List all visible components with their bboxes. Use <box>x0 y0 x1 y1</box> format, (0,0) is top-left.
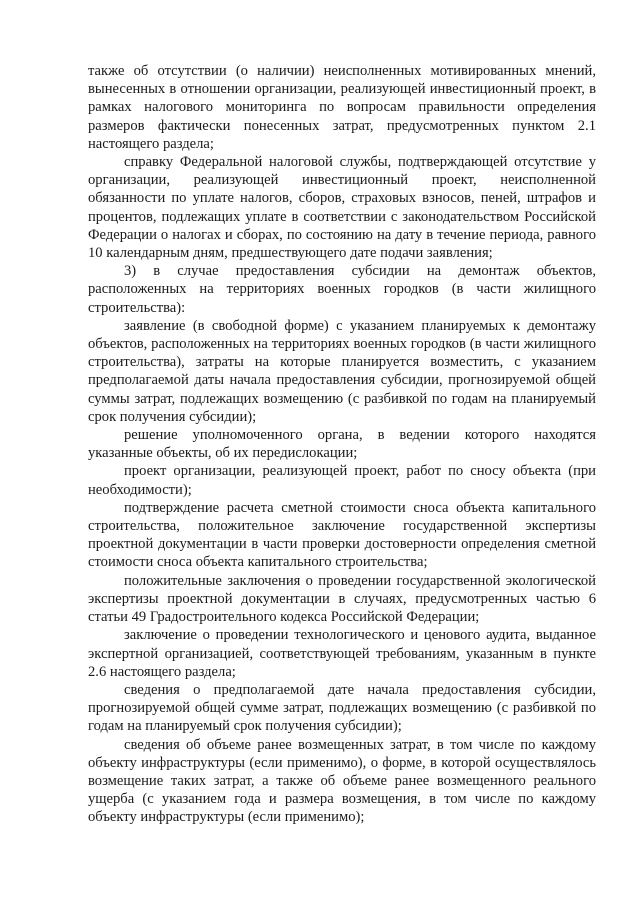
paragraph-continuation: также об отсутствии (о наличии) неисполненных мотивированных мнений, вынесенных в отношении организации, реализующей инвестиционный проект, в рамках налогового мониторинга по вопросам правильности определения размеров фактически понесенных затрат, предусмотренных пунктом 2.1 настоящего раздела; <box>88 63 596 152</box>
paragraph-ecological-expertise: положительные заключения о проведении государственной экологической экспертизы проектной документации в случаях, предусмотренных частью 6 статьи 49 Градостроительного кодекса Российской Федерации; <box>88 572 596 626</box>
paragraph-application: заявление (в свободной форме) с указанием планируемых к демонтажу объектов, расположенных на территориях военных городков (в части жилищного строительства), затраты на которые планируется возместить, с указанием предполагаемой даты начала предоставления субсидии, прогнозируемой общей суммы затрат, подлежащих возмещению (с разбивкой по годам на планируемый срок получения субсидии); <box>88 317 596 425</box>
paragraph-demolition-project: проект организации, реализующей проект, работ по сносу объекта (при необходимости); <box>88 463 596 498</box>
paragraph-cost-estimate: подтверждение расчета сметной стоимости сноса объекта капитального строительства, положительное заключение государственной экспертизы проектной документации в части проверки достоверности определения сметной стоимости сноса объекта капитального строительства; <box>88 499 596 571</box>
paragraph-tax-certificate: справку Федеральной налоговой службы, подтверждающей отсутствие у организации, реализующей инвестиционный проект, неисполненной обязанности по уплате налогов, сборов, страховых взносов, пеней, штрафов и процентов, подлежащих уплате в соответствии с законодательством Российской Федерации о налогах и сборах, по состоянию на дату в течение периода, равного 10 календарным дням, предшествующего дате подачи заявления; <box>88 154 596 262</box>
paragraph-authority-decision: решение уполномоченного органа, в ведении которого находятся указанные объекты, об их передислокации; <box>88 427 596 462</box>
paragraph-subsidy-date: сведения о предполагаемой дате начала предоставления субсидии, прогнозируемой общей сумме затрат, подлежащих возмещению (с разбивкой по годам на планируемый срок получения субсидии); <box>88 681 596 735</box>
document-page <box>88 62 596 827</box>
paragraph-item-3: 3) в случае предоставления субсидии на демонтаж объектов, расположенных на территориях военных городков (в части жилищного строительства): <box>88 263 596 316</box>
paragraph-reimbursed-costs: сведения об объеме ранее возмещенных затрат, в том числе по каждому объекту инфраструктуры (если применимо), о форме, в которой осуществлялось возмещение таких затрат, а также об объеме ранее возмещенного реального ущерба (с указанием года и размера возмещения, в том числе по каждому объекту инфраструктуры (если применимо); <box>88 736 596 826</box>
paragraph-audit-conclusion: заключение о проведении технологического и ценового аудита, выданное экспертной организацией, соответствующей требованиям, указанным в пункте 2.6 настоящего раздела; <box>88 627 596 680</box>
